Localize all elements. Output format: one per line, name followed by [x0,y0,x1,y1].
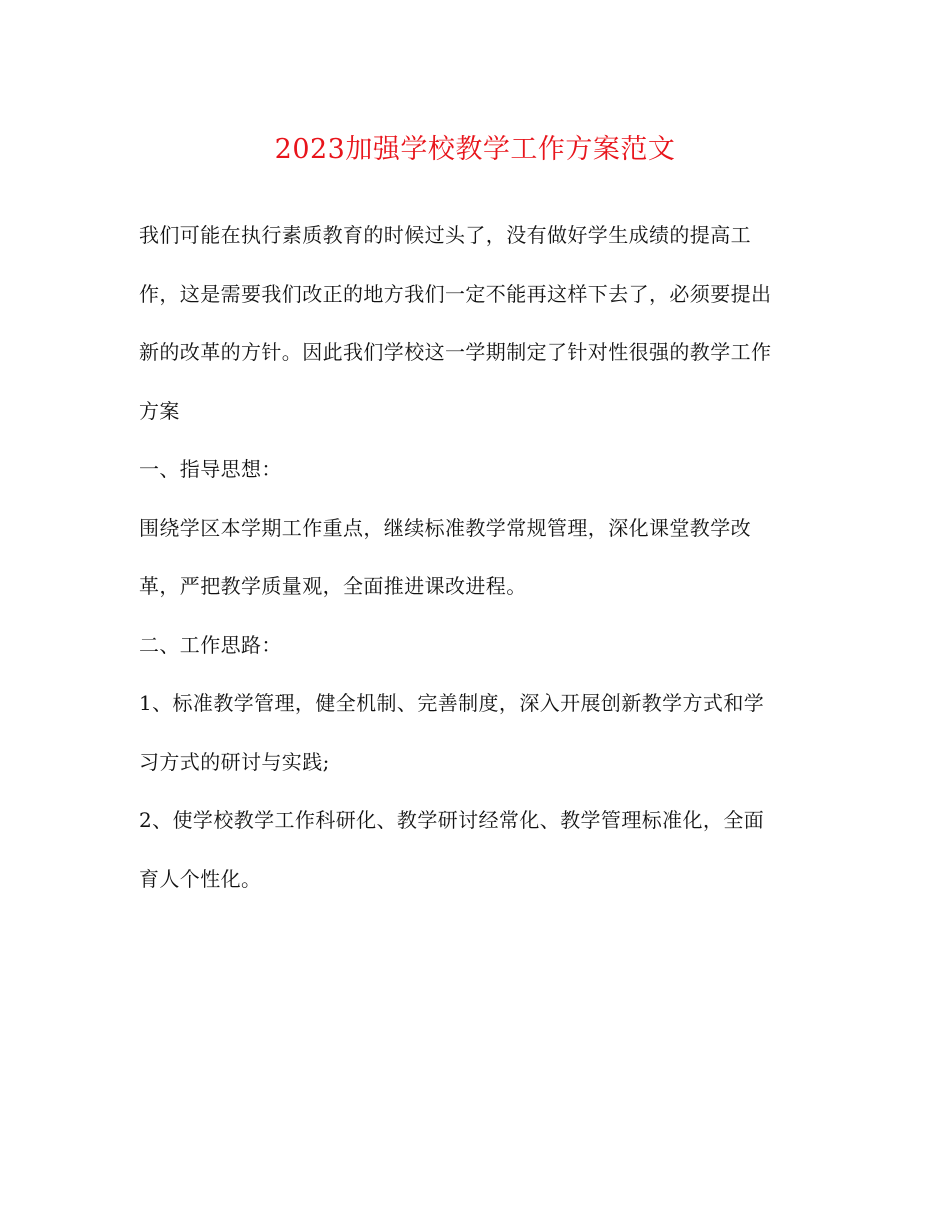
document-title: 2023加强学校教学工作方案范文 [274,134,676,165]
list-item-1-line-2: 习方式的研讨与实践; [139,749,330,774]
list-item-2-line-2: 育人个性化。 [139,866,262,891]
body-line-2: 作，这是需要我们改正的地方我们一定不能再这样下去了，必须要提出 [139,281,772,306]
document-body [139,206,819,908]
section-heading-1: 一、指导思想： [139,457,282,481]
list-item-1-line-1: 1、标准教学管理，健全机制、完善制度，深入开展创新教学方式和学 [139,691,765,715]
body-line-7: 革，严把教学质量观，全面推进课改进程。 [139,574,527,598]
body-line-6: 围绕学区本学期工作重点，继续标准教学常规管理，深化课堂教学改 [139,515,751,540]
body-line-1: 我们可能在执行素质教育的时候过头了，没有做好学生成绩的提高工 [139,223,751,247]
body-line-4: 方案 [139,398,180,423]
list-item-2-line-1: 2、使学校教学工作科研化、教学研讨经常化、教学管理标准化，全面 [139,808,765,832]
section-heading-2: 二、工作思路： [139,632,282,657]
body-line-3: 新的改革的方针。因此我们学校这一学期制定了针对性很强的教学工作 [139,340,772,364]
